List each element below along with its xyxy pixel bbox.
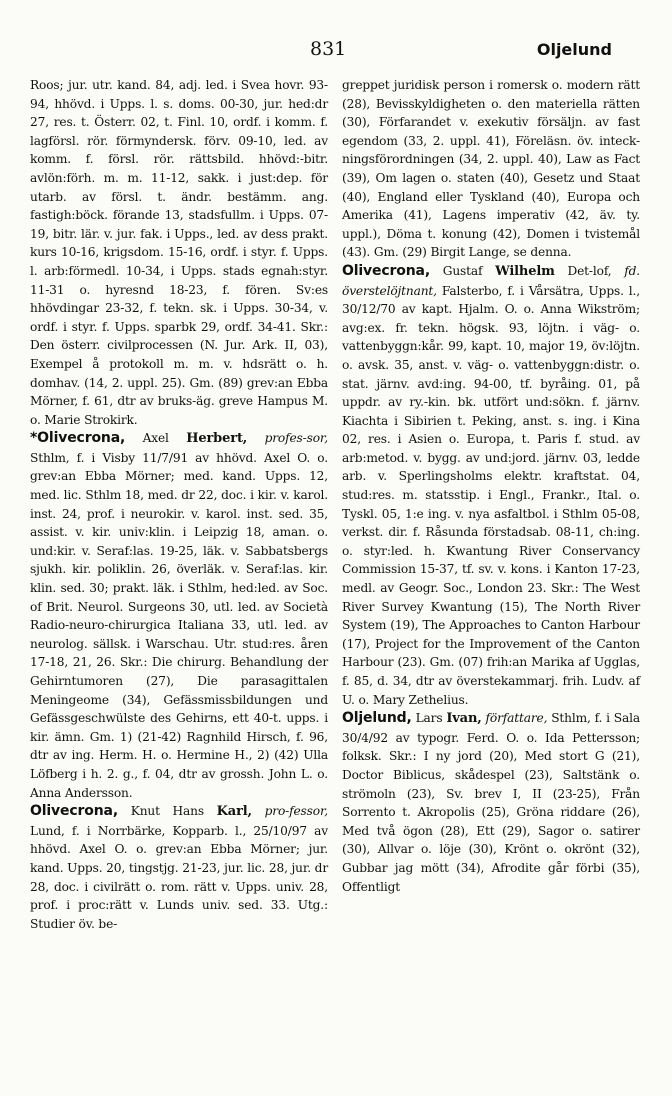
headword: *Olivecrona, — [30, 430, 126, 447]
occupation: profes-sor, — [264, 431, 328, 446]
entry-text: Falsterbo, f. i Vårsätra, Upps. l., 30/12/70 av kapt. Hjalm. O. o. Anna Wikström; avg:ex. fr. tekn. högsk. 93, löjtn. i väg- o. vattenbyggn:kår. 99, kapt. 10, major 19, öv:löjtn. o. avsk. 35, anst. v. väg- o. vattenbyggn:distr. o. stat. järnv. avd:ing. 94-00, tf. byråing. 01, på uppdr. av ry.-kin. bk. utfört und:sökn. f. järnv. Kiachta i Sibirien t. Peking, anst. s. ing. i Kina 02, res. i Asien o. Europa, t. Paris f. stud. av arb:metod. v. bygg. av und:jord. järnv. 03, ledde arb. v. Sperlingsholms elektr. kraftstat. 04, stud:res. m. statsstip. i Engl., Frankr., Ital. o. Tyskl. 05, 1:e ing. v. nya asfaltbol. i Sthlm 05-08, verkst. dir. f. Råsunda förstadsab. 08-11, ch:ing. o. styr:led. h. Kwantung River Conservancy Commission 15-37, tf. sv. v. kons. i Kanton 17-23, medl. av Geogr. Soc., London 23. Skr.: The West River Survey Kwantung (15), The North River System (19), The Approaches to Canton Harbour (17), Project for the Improvement of the Canton Harbour (23). Gm. (07) frih:an Marika af Ugglas, f. 85, d. 34, dtr av överstekammarj. frih. Ludv. af U. o. Mary Zethelius. — [342, 283, 640, 707]
given-name: Axel — [142, 431, 169, 446]
call-name: Wilhelm — [495, 263, 555, 279]
entry-text: Lund, f. i Norrbärke, Kopparb. l., 25/10/97 av hhövd. Axel O. o. grev:an Ebba Mörner; jur. kand. Upps. 20, tingstjg. 21-23, jur. lic. 28, jur. dr 28, doc. i civilrätt o. rom. rätt v. Upps. univ. 28, prof. i proc:rätt v. Lunds univ. sed. 33. Utg.: Studier öv. be- — [30, 823, 328, 931]
occupation: pro-fessor, — [264, 804, 329, 819]
entry-herbert-olivecrona — [30, 429, 328, 802]
entry-karl-olivecrona — [30, 802, 328, 933]
call-name: Herbert, — [186, 431, 248, 447]
entry-karl-continued: greppet juridisk person i romersk o. modern rätt (28), Bevisskyldigheten o. den materiella rätten (30), Förfarandet v. exekutiv försäljn. av fast egendom (33, 2. uppl. 41), Föreläsn. öv. inteck-ningsförordningen (34, 2. uppl. 40), Law as Fact (39), Om lagen o. staten (40), Gesetz und Staat (40), England eller Tyskland (40), Europa och Amerika (41), Lagens imperativ (42, äv. ty. uppl.), Döma t. konung (42), Domen i tvistemål (43). Gm. (29) Birgit Lange, se denna. — [342, 78, 640, 260]
headword: Oljelund, — [342, 710, 412, 727]
entry-ivan-oljelund — [342, 709, 640, 896]
headword: Olivecrona, — [30, 803, 119, 820]
occupation: författare, — [485, 711, 548, 726]
right-column — [342, 76, 640, 896]
given-name-after: Det-lof, — [567, 263, 612, 278]
entry-text: Sthlm, f. i Visby 11/7/91 av hhövd. Axel O. o. grev:an Ebba Mörner; med. kand. Upps. 12, med. lic. Sthlm 18, med. dr 22, doc. i kir. v. karol. inst. 24, prof. i neurokir. v. karol. inst. sed. 35, assist. v. kir. univ:klin. i Leipzig 18, aman. o. und:kir. v. Seraf:las. 19-25, läk. v. Sabbatsbergs sjukh. kir. poliklin. 26, överläk. v. Seraf:las. kir. klin. sed. 30; prakt. läk. i Sthlm, hed:led. av Soc. of Brit. Neurol. Surgeons 30, utl. led. av Società Radio-neuro-chirurgica Italiana 33, utl. led. av neurolog. sällsk. i Warschau. Utr. stud:res. åren 17-18, 21, 26. Skr.: Die chirurg. Behandlung der Gehirntumoren (27), Die parasagittalen Meningeome (34), Gefässmissbildungen und Gefässgeschwülste des Gehirns, ett 40-t. upps. i kir. ämn. Gm. 1) (21-42) Ragnhild Hirsch, f. 96, dtr av ing. Herm. H. o. Hermine H., 2) (42) Ulla Löfberg i h. 2. g., f. 04, dtr av grossh. John L. o. Anna Andersson. — [30, 450, 328, 800]
given-name: Lars — [415, 711, 443, 726]
entry-roos-continued: Roos; jur. utr. kand. 84, adj. led. i Svea hovr. 93-94, hhövd. i Upps. l. s. doms. 00-30, jur. hed:dr 27, res. t. Österr. 02, t. Finl. 10, ordf. i komm. f. lagförsl. rör. förmyndersk. förv. 09-10, led. av komm. f. försl. rör. rättsbild. hhövd:-bitr. avlön:förh. m. m. 11-12, sakk. i just:dep. för utarb. av försl. t. ändr. bestämm. ang. fastigh:böck. förande 13, stadsfullm. i Upps. 07-19, bitr. lär. v. jur. fak. i Upps., led. av dess prakt. kurs 10-16, krigsdom. 15-16, ordf. i styr. f. Upps. l. arb:förmedl. 10-34, i Upps. stads egnah:styr. 11-31 o. hyresnd 18-23, f. fören. Sv:es hhövdingar 23-32, f. tekn. sk. i Upps. 30-34, v. ordf. i styr. f. Upps. sparbk 29, ordf. 34-41. Skr.: Den österr. civilprocessen (N. Jur. Ark. II, 03), Exempel å protokoll m. m. v. hdsrätt o. h. domhav. (14, 2. uppl. 25). Gm. (89) grev:an Ebba Mörner, f. 61, dtr av bruks-äg. greve Hampus M. o. Marie Strokirk. — [30, 78, 328, 427]
running-head: Oljelund — [536, 40, 612, 59]
call-name: Ivan, — [446, 711, 482, 727]
entry-text: Sthlm, f. i Sala 30/4/92 av typogr. Ferd. O. o. Ida Pettersson; folksk. Skr.: I ny jord (20), Med stort G (21), Doctor Biblicus, skådespel (23), Saltstänk o. strömoln (23), Sv. brev I, II (23-25), Från Sorrento t. Akropolis (25), Gröna riddare (26), Med två ögon (28), Ett (29), Sagor o. satirer (30), Allvar o. löje (30), Krönt o. okrönt (32), Gubbar jag mött (34), Afrodite går förbi (35), Offentligt — [342, 711, 640, 894]
entry-wilhelm-olivecrona — [342, 262, 640, 709]
given-name: Knut Hans — [130, 804, 204, 819]
occupation: fd. överstelöjtnant, — [342, 263, 640, 298]
page-header — [0, 38, 672, 66]
headword: Olivecrona, — [342, 262, 431, 279]
given-name: Gustaf — [442, 263, 483, 278]
left-column — [30, 76, 328, 933]
call-name: Karl, — [216, 804, 252, 820]
page-number: 831 — [310, 38, 347, 60]
